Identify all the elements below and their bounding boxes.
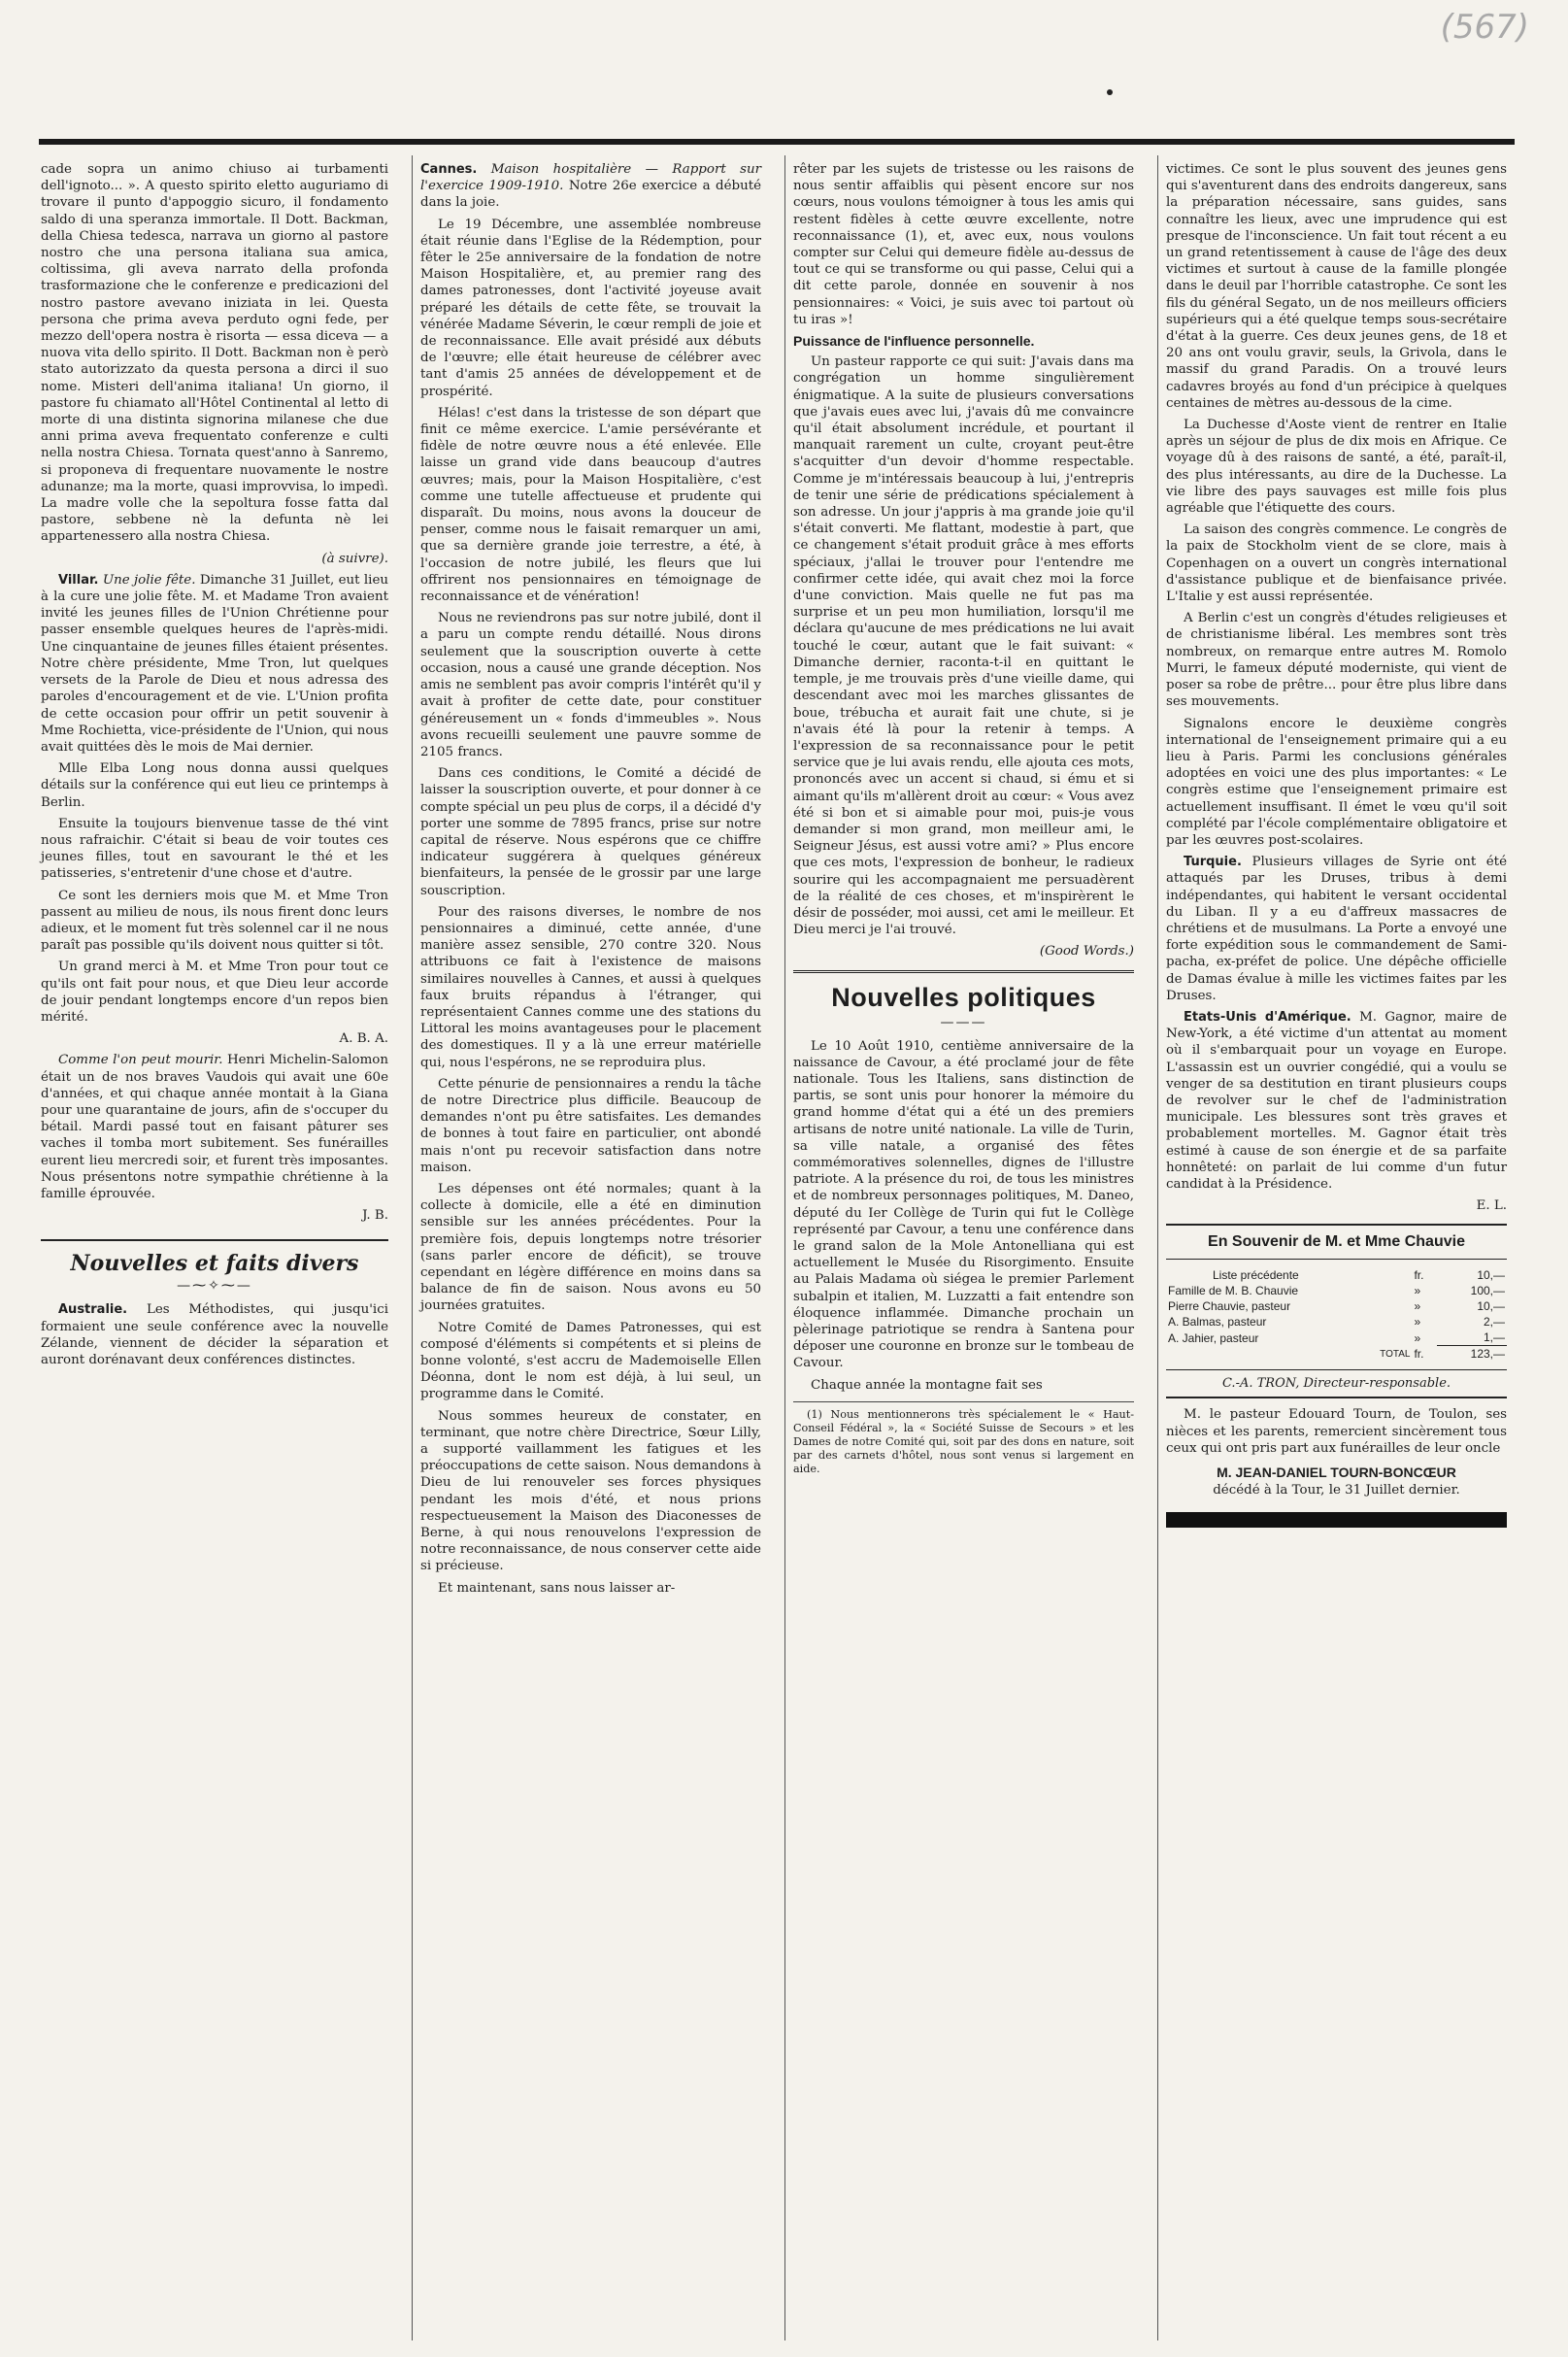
column-2 xyxy=(412,155,769,2340)
cannes-p6: Cette pénurie de pensionnaires a rendu la tâche de notre Directrice plus difficile. Beaucoup de demandes n'ont pu être satisfaites. Les demandes de bonnes à tout faire en particulier, ont abondé mais n'ont pu recevoir satisfaction dans notre maison. xyxy=(420,1076,761,1175)
villar-title: Une jolie fête. xyxy=(102,572,196,588)
subscription-total-row xyxy=(1166,1346,1507,1363)
etats-unis-article xyxy=(1166,1009,1507,1193)
notice-end: décédé à la Tour, le 31 Juillet dernier. xyxy=(1213,1483,1460,1498)
cannes-p1: Le 19 Décembre, une assemblée nombreuse était réunie dans l'Eglise de la Rédemption, pour fêter le 25e anniversaire de la fondation de notre Maison Hospitalière, et, au premier rang des dames patronesses, dont l'activité joyeuse avait préparé les détails de cette fête, se trouvait la vénérée Madame Séverin, le cœur rempli de joie et de reconnaissance. Elle avait présidé aux débuts de l'œuvre; elle était heureuse de célébrer avec tant d'amis 25 années de développement et de prospérité. xyxy=(420,217,761,399)
australie-lead: Australie. xyxy=(58,1302,128,1318)
subscription-row xyxy=(1166,1298,1507,1314)
influence-title: Puissance de l'influence personnelle. xyxy=(793,333,1035,350)
column-4 xyxy=(1157,155,1515,2340)
total-label: TOTAL xyxy=(1380,1348,1411,1360)
congres-article: La saison des congrès commence. Le congrès de la paix de Stockholm vient de se clore, mais à Copenhagen on a ouvert un congrès international d'assistance publique et de bienfaisance privée. L'Italie y est aussi représentée. xyxy=(1166,522,1507,605)
villar-p2: Mlle Elba Long nous donna aussi quelques détails sur la conférence qui eut lieu ce printemps à Berlin. xyxy=(41,761,388,810)
subscription-row xyxy=(1166,1283,1507,1298)
etats-unis-signature: E. L. xyxy=(1476,1198,1507,1214)
column-3 xyxy=(784,155,1142,2340)
page-columns xyxy=(39,155,1515,2340)
to-be-continued: (à suivre). xyxy=(321,551,388,566)
villar-p1: Dimanche 31 Juillet, eut lieu à la cure une jolie fête. M. et Madame Tron avaient invité les jeunes filles de l'Union Chrétienne pour passer ensemble quelques heures de l'après-midi. Une cinquantaine de jeunes filles étaient présentes. Notre chère présidente, Mme Tron, lut quelques versets de la Parole de Dieu et nous adressa des paroles d'encouragement et de vie. L'Union profita de cette occasion pour offrir un petit souvenir à Mme Rochietta, vice-présidente de l'Union, qui nous avait quittées dès le mois de Mai dernier. xyxy=(41,572,389,755)
cannes-conclusion: rêter par les sujets de tristesse ou les raisons de nous sentir affaiblis qui pèsent encore sur nos cœurs, nous voulons témoigner à tous les amis qui restent fidèles à cette œuvre excellente, notre reconnaissance (1), et, avec eux, nous voulons compter sur Celui qui demeure fidèle au-dessus de tout ce qui se transforme ou qui passe, Celui qui a dit cette parole, donnée en souvenir à nos pensionnaires: « Voici, je suis avec toi partout où tu iras »! xyxy=(793,162,1134,327)
subscription-amount: 10,— xyxy=(1477,1268,1505,1283)
ink-dot xyxy=(1107,89,1113,95)
header-rule xyxy=(39,139,1515,145)
subscription-row xyxy=(1166,1330,1507,1346)
column-1 xyxy=(39,155,396,2340)
mourir-signature: J. B. xyxy=(362,1208,388,1224)
footnote: (1) Nous mentionnerons très spécialement le « Haut-Conseil Fédéral », la « Société Suisse de Secours » et les Dames de notre Comité qui, soit par des dons en nature, soit par des carnets d'hôtel, nous sont venus si largement en aide. xyxy=(793,1401,1134,1476)
notice-text: M. le pasteur Edouard Tourn, de Toulon, ses nièces et les parents, remercient sincèrement tous ceux qui ont pris part aux funérailles de leur oncle xyxy=(1166,1407,1507,1456)
subscription-label: A. Balmas, pasteur xyxy=(1168,1315,1267,1330)
subscription-row xyxy=(1166,1314,1507,1330)
subscription-amount: 10,— xyxy=(1477,1299,1505,1314)
australie-article xyxy=(41,1301,388,1368)
ornament-divider: —⁓✧⁓— xyxy=(177,1278,252,1295)
cannes-heading xyxy=(420,161,761,212)
influence-text: Un pasteur rapporte ce qui suit: J'avais dans ma congrégation un homme singulièrement énigmatique. A la suite de plusieurs conversations que j'avais eues avec lui, j'avais dû me convaincre qu'il était absolument incrédule, et pourtant il manquait rarement un culte, croyant peut-être s'acquitter d'un devoir d'homme respectable. Comme je m'intéressais beaucoup à lui, j'entrepris de tenir une série de prédications spécialement à son adresse. Un jour j'appris à ma grande joie qu'il s'était converti. Me flattant, modestie à part, que ce changement s'était produit grâce à mes efforts spéciaux, j'allai le trouver pour l'entendre me confirmer cette idée, qui avait chez moi la force d'une conviction. Mais quelle ne fut pas ma surprise et un peu mon humiliation, lorsqu'il me déclara qu'aucune de mes prédications ne lui avait touché le cœur, autant que le fait suivant: « Dimanche dernier, raconta-t-il en quittant le temple, je me trouvais près d'une vieille dame, qui descendant avec moi les marches glissantes de boue, trébucha et aurait fait une chute, si je n'avais été là pour la retenir à temps. A l'expression de sa reconnaissance pour le petit service que je lui avais rendu, elle ajouta ces mots, prononcés avec un accent si chaud, si ému et si aimant qu'ils m'allèrent droit au cœur: « Vous avez été si bon et si aimable pour moi, puis-je vous demander si mon grand, mon meilleur ami, le Seigneur Jésus, est aussi votre ami? » Plus encore que ces mots, l'expression de bonheur, le radieux sourire qui les accompagnaient me persuadèrent de la réalité de ces choses, et m'inspirèrent le désir de posséder, moi aussi, cet ami le meilleur. Et Dieu merci je l'ai trouvé. xyxy=(793,354,1134,938)
villar-p5: Un grand merci à M. et Mme Tron pour tout ce qu'ils ont fait pour nous, et que Dieu leur accorde de jouir pendant longtemps encore d'un repos bien mérité. xyxy=(41,960,388,1025)
villar-p3: Ensuite la toujours bienvenue tasse de thé vint nous rafraichir. C'était si beau de voir toutes ces jeunes filles, tout en savourant le thé et les patisseries, s'entretenir d'une chose et d'autre. xyxy=(41,816,388,882)
subscription-currency: » xyxy=(1414,1315,1421,1330)
total-currency: fr. xyxy=(1414,1347,1424,1362)
mourir-article xyxy=(41,1052,388,1202)
villar-lead: Villar. xyxy=(58,572,99,588)
cannes-p7: Les dépenses ont été normales; quant à la collecte à domicile, elle a été en diminution sensible sur les années précédentes. Pour la première fois, depuis longtemps notre trésorier (sans parler encore de déficit), se trouve cependant en légère différence en moins dans sa balance de fin de saison. Nous avons eu 50 journées gratuites. xyxy=(420,1181,761,1314)
turquie-text: Plusieurs villages de Syrie ont été attaqués par les Druses, tribus à demi indépendantes, qui habitent le versant occidental du Liban. Il y a eu d'affreux massacres de chrétiens et de musulmans. La Porte a envoyé une forte expédition sous le commandement de Sami-pacha, ex-préfet de police. Une dépêche officielle de Damas évalue à mille les victimes faites par les Druses. xyxy=(1166,855,1507,1003)
berlin-article: A Berlin c'est un congrès d'études religieuses et de christianisme libéral. Les membres sont très nombreux, on remarque entre autres M. Romolo Murri, le fameux député moderniste, qui vient de poser sa robe de prêtre... pour être plus libre dans ses mouvements. xyxy=(1166,611,1507,710)
ornament-divider-2: ——— xyxy=(940,1014,987,1030)
villar-p4: Ce sont les derniers mois que M. et Mme Tron passent au milieu de nous, ils nous firent donc leurs adieux, et le moment fut très solennel car il ne nous paraît pas possible qu'ils doivent nous quitter si tôt. xyxy=(41,888,388,954)
cannes-p10: Et maintenant, sans nous laisser ar- xyxy=(438,1580,676,1596)
subscription-label: A. Jahier, pasteur xyxy=(1168,1330,1259,1345)
section-title-faits-divers: Nouvelles et faits divers xyxy=(41,1239,388,1276)
subscription-currency: » xyxy=(1414,1284,1421,1298)
subscription-row xyxy=(1166,1267,1507,1283)
paris-article: Signalons encore le deuxième congrès international de l'enseignement primaire qui a eu lieu à Paris. Parmi les conclusions générales adoptées en voici une des plus importantes: « Le congrès estime que l'enseignement primaire est actuellement insuffisant. Il émet le vœu qu'il soit complété par l'école complémentaire obligatoire et par les œuvres post-scolaires. xyxy=(1166,716,1507,848)
turquie-article xyxy=(1166,854,1507,1004)
cannes-p3: Nous ne reviendrons pas sur notre jubilé, dont il a paru un compte rendu détaillé. Nous dirons seulement que la souscription ouverte à cette occasion, nous a causé une grande déception. Nos amis ne semblent pas avoir compris l'intérêt qu'il y avait à profiter de cette date, pour constituer généreusement un « fonds d'immeubles ». Nous avons recueilli seulement une pauvre somme de 2105 francs. xyxy=(420,611,761,759)
cannes-p8: Notre Comité de Dames Patronesses, qui est composé d'éléments si compétents et si pleins de bonne volonté, s'est accru de Mademoiselle Ellen Déonna, dont le nom est déjà, à lui seul, un programme dans le Comité. xyxy=(420,1320,761,1402)
influence-source: (Good Words.) xyxy=(1039,944,1134,960)
montagne-start: Chaque année la montagne fait ses xyxy=(811,1377,1043,1393)
mourning-bar xyxy=(1166,1512,1507,1528)
subscription-currency: » xyxy=(1414,1330,1421,1345)
notice-name: M. JEAN-DANIEL TOURN-BONCŒUR xyxy=(1217,1465,1456,1480)
subscription-amount: 2,— xyxy=(1483,1315,1505,1330)
villar-article xyxy=(41,572,388,756)
cannes-p9: Nous sommes heureux de constater, en terminant, que notre chère Directrice, Sœur Lilly, a supporté vaillamment les fatigues et les préoccupations de cette saison. Nous demandons à Dieu de lui renouveler ses forces physiques pendant les mois d'été, et nous prions respectueusement la Maison des Diaconesses de Berne, à qui nous renouvelons l'expression de notre reconnaissance, de nous conserver cette aide si précieuse. xyxy=(420,1408,761,1574)
turquie-lead: Turquie. xyxy=(1184,855,1242,870)
cannes-p2: Hélas! c'est dans la tristesse de son départ que finit ce même exercice. L'amie persévérante et fidèle de notre œuvre nous a été enlevée. Elle laisse un grand vide dans beaucoup d'autres œuvres; mais, pour la Maison Hospitalière, c'est comme une tutelle affectueuse et prudente qui disparaît. Du moins, nous avons la douceur de penser, comme nous le faisait remarquer un ami, que sa dernière grande joie terrestre, a été, à l'occasion de notre jubilé, les fleurs que lui offrirent nos pensionnaires en témoignage de reconnaissance et de vénération! xyxy=(420,405,761,605)
montagne-continuation: victimes. Ce sont le plus souvent des jeunes gens qui s'aventurent dans des endroits dangereux, sans la préparation nécessaire, sans guides, sans connaître les lieux, avec une imprudence qui est presque de l'inconscience. Un fait tout récent a eu un grand retentissement à cause de l'âge des deux victimes et surtout à cause de la famille plongée dans le deuil par l'horrible catastrophe. Ce sont les fils du général Segato, un de nos meilleurs officiers supérieurs qui a été quelque temps sous-secrétaire d'état à la guerre. Ces deux jeunes gens, de 18 et 20 ans ont voulu gravir, seuls, la Grivola, dans le massif du grand Paradis. On a trouvé leurs cadavres broyés au fond d'un précipice à quelques centaines de mètres au-dessous de la cime. xyxy=(1166,162,1507,411)
subscription-label: Liste précédente xyxy=(1213,1268,1299,1283)
duchesse-article: La Duchesse d'Aoste vient de rentrer en Italie après un séjour de plus de dix mois en Afrique. Ce voyage dû à des raisons de santé, a été, paraît-il, des plus intéressants, au dire de la Duchesse. La vie libre des pays sauvages est mille fois plus agréable que l'étiquette des cours. xyxy=(1166,418,1507,517)
cannes-p5: Pour des raisons diverses, le nombre de nos pensionnaires a diminué, cette année, d'une manière assez sensible, 270 contre 320. Nous attribuons ce fait à l'existence de maisons similaires nouvelles à Cannes, et aussi à quelques faux bruits répandus à l'étranger, qui représentaient Cannes comme une des stations du Littoral les moins avantageuses pour le placement des domestiques. Il y a là une erreur matérielle qui, nous l'espérons, ne se reproduira plus. xyxy=(420,904,761,1070)
cannes-lead: Cannes. xyxy=(420,162,478,177)
subscription-amount: 1,— xyxy=(1483,1330,1505,1345)
subscription-label: Famille de M. B. Chauvie xyxy=(1168,1284,1299,1298)
mourir-title: Comme l'on peut mourir. xyxy=(58,1053,223,1068)
cannes-title: Maison hospitalière — Rapport sur l'exercice 1909-1910. xyxy=(420,162,761,194)
etats-unis-text: M. Gagnor, maire de New-York, a été victime d'un attentat au moment où il s'embarquait pour un voyage en Europe. L'assassin est un ouvrier congédié, qui a voulu se venger de sa destitution en tirant plusieurs coups de revolver sur le chef de l'administration municipale. Les blessures sont très graves et probablement mortelles. M. Gagnor était très estimé à cause de son énergie et de sa parfaite honnêteté: on parlait de lui comme d'un futur candidat à la Présidence. xyxy=(1166,1009,1508,1192)
sanremo-continuation: cade sopra un animo chiuso ai turbamenti dell'ignoto... ». A questo spirito eletto auguriamo di trovare il punto d'appoggio sicuro, il fondamento saldo di una speranza immortale. Il Dott. Backman, della Chiesa tedesca, narrava un giorno al pastore nostro che una persona italiana sua amica, coltissima, gli aveva narrato della profonda trasformazione che le conferenze e predicazioni del nostro pastore avevano iniziata in lei. Questa persona che prima aveva perduto ogni fede, per mezzo dell'opera nostra è risorta — essa diceva — a nuova vita dello spirito. Il Dott. Backman non è però stato autorizzato da questa persona a dirci il suo nome. Misteri dell'anima italiana! Un giorno, il pastore fu chiamato all'Hôtel Continental al letto di morte di una distinta signorina milanese che due anni prima aveva frequentato conferenze e culti nella nostra Chiesa. Tornata quest'anno à Sanremo, si proponeva di frequentare nuovamente le nostre adunanze; ma la morte, quasi improvvisa, lo impedì. La madre volle che la sepoltura fosse fatta dal pastore, sebbene nè la defunta nè lei appartenessero alla nostra Chiesa. xyxy=(41,162,388,545)
cannes-intro: Notre 26e exercice a débuté dans la joie. xyxy=(420,179,762,211)
subscription-amount: 100,— xyxy=(1470,1284,1505,1298)
subscription-currency: fr. xyxy=(1414,1268,1424,1283)
archive-pencil-mark: (567) xyxy=(1440,8,1529,47)
subscription-table xyxy=(1166,1267,1507,1362)
etats-unis-lead: Etats-Unis d'Amérique. xyxy=(1184,1009,1351,1025)
mourir-text: Henri Michelin-Salomon était un de nos braves Vaudois qui avait une 60e d'années, et qui chaque année montait à la Giana pour une quarantaine de jours, afin de s'occuper du bétail. Mardi passé tout en faisant pâturer ses vaches il tomba mort subitement. Ses funérailles eurent lieu mercredi soir, et furent très imposantes. Nous présentons notre sympathie chrétienne à la famille éprouvée. xyxy=(41,1053,388,1201)
subscription-label: Pierre Chauvie, pasteur xyxy=(1168,1299,1291,1314)
villar-signature: A. B. A. xyxy=(339,1031,388,1047)
cannes-p4: Dans ces conditions, le Comité a décidé de laisser la souscription ouverte, et pour donner à ce compte spécial un peu plus de corps, il a décidé d'y porter une somme de 7895 francs, prise sur notre capital de réserve. Nous espérons que ce chiffre indicateur suggérera à quelques généreux bienfaiteurs, la pensée de le grossir par une large souscription. xyxy=(420,766,761,898)
total-amount: 123,— xyxy=(1437,1346,1507,1363)
cavour-article: Le 10 Août 1910, centième anniversaire de la naissance de Cavour, a été proclamé jour de fête nationale. Tous les Italiens, sans distinction de partis, se sont unis pour honorer la mémoire du grand homme d'état qui a été un des premiers artisans de notre unité nationale. La ville de Turin, sa ville natale, a organisé des fêtes commémoratives solennelles, dignes de l'illustre patriote. A la présence du roi, de tous les ministres et de nombreux personnages politiques, M. Daneo, député du Ier Collège de Turin qui fut le Collège représenté par Cavour, a tenu une conférence dans le grand salon de la Mole Antonelliana qui est actuellement le Musée du Risorgimento. Ensuite au Palais Madama où siégea le premier Parlement subalpin et italien, M. Luzzatti a fait entendre son éloquence inflammée. Dimanche prochain un pèlerinage patriotique se rendra à Santena pour déposer une couronne en bronze sur le tombeau de Cavour. xyxy=(793,1038,1134,1371)
souvenir-title: En Souvenir de M. et Mme Chauvie xyxy=(1166,1224,1507,1260)
director-line: C.-A. TRON, Directeur-responsable. xyxy=(1166,1369,1507,1398)
section-title-politiques: Nouvelles politiques xyxy=(793,970,1134,1013)
subscription-currency: » xyxy=(1414,1299,1421,1314)
australie-text: Les Méthodistes, qui jusqu'ici formaient une seule conférence avec la nouvelle Zélande, viennent de décider la séparation et auront dorénavant deux conférences distinctes. xyxy=(41,1302,388,1367)
